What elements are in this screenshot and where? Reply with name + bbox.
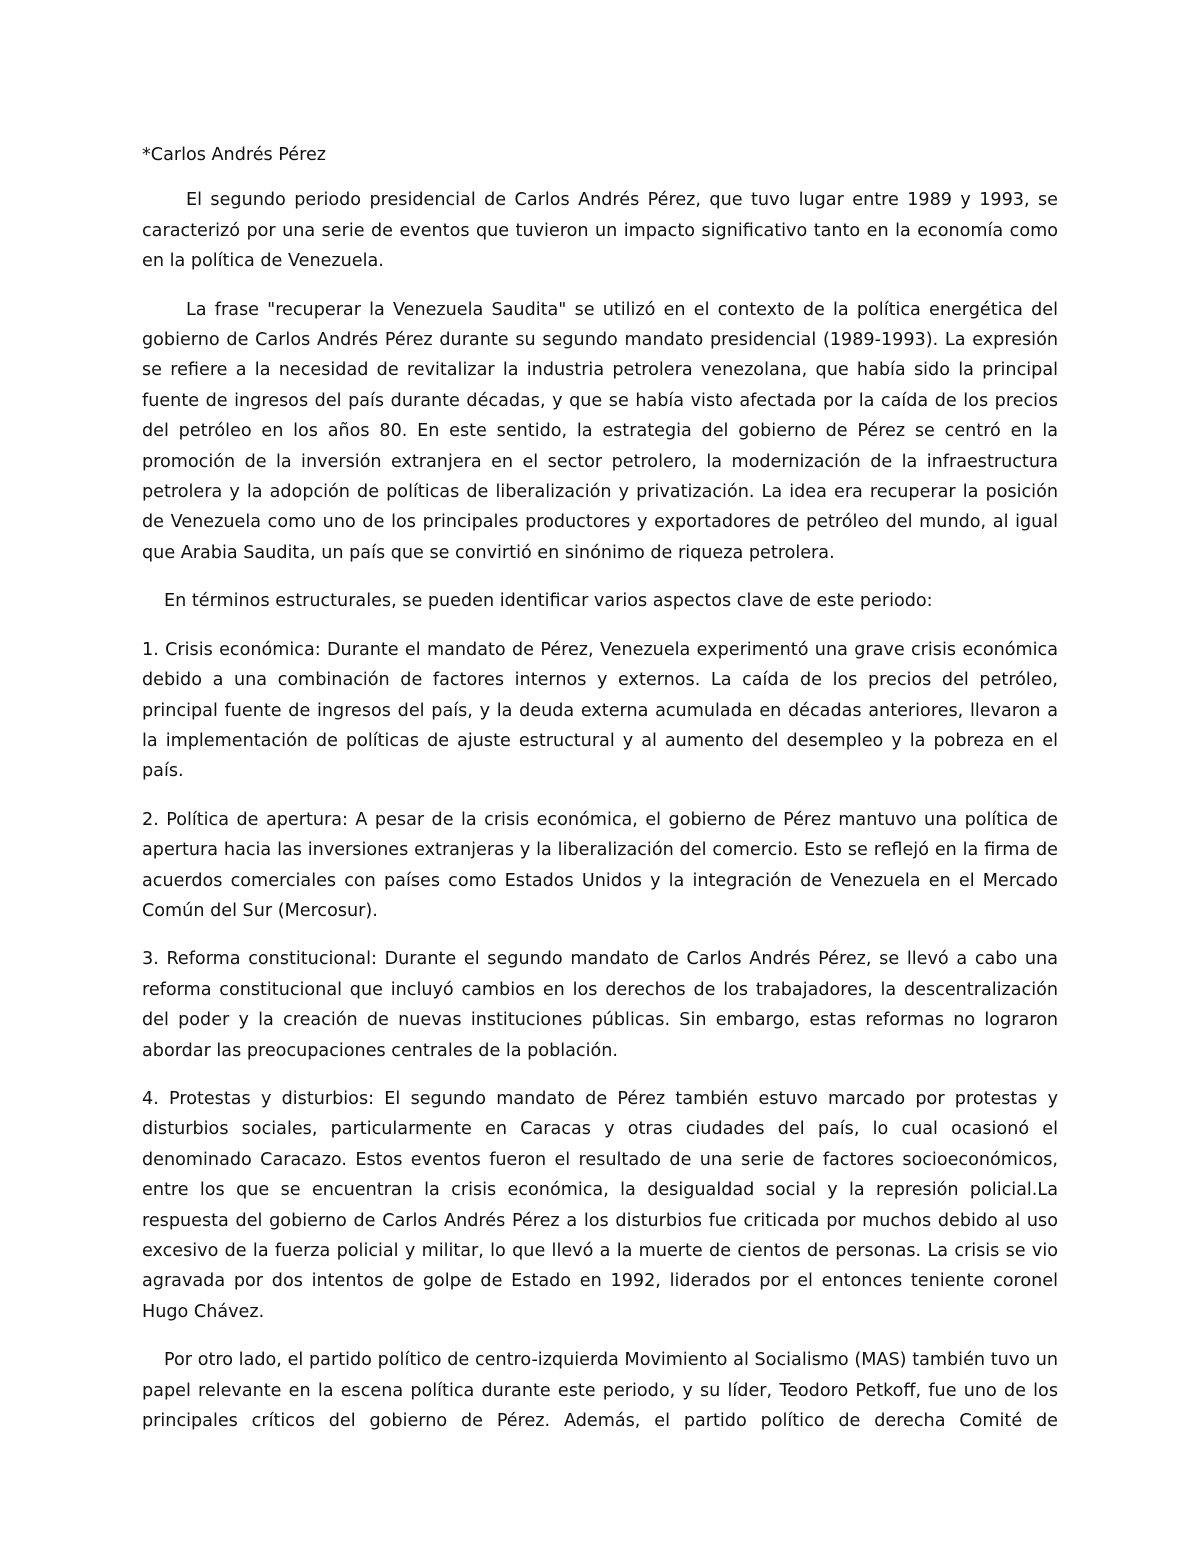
paragraph-aspectos-clave: En términos estructurales, se pueden identificar varios aspectos clave de este periodo: [164, 591, 933, 612]
paragraph-politica-apertura: 2. Política de apertura: A pesar de la crisis económica, el gobierno de Pérez mantuvo una política de apertura hacia las inversiones extranjeras y la liberalización del comercio. Esto se reflejó en la firma de acuerdos comerciales con países como Estados Unidos y la integración de Venezuela en el Mercado Común del Sur (Mercosur). [142, 809, 1058, 921]
paragraph-protestas-disturbios: 4. Protestas y disturbios: El segundo mandato de Pérez también estuvo marcado por protestas y disturbios sociales, particularmente en Caracas y otras ciudades del país, lo cual ocasionó el denominado Caracazo. Estos eventos fueron el resultado de una serie de factores socioeconómicos, entre los que se encuentran la crisis económica, la desigualdad social y la represión policial.La respuesta del gobierno de Carlos Andrés Pérez a los disturbios fue criticada por muchos debido al uso excesivo de la fuerza policial y militar, lo que llevó a la muerte de cientos de personas. La crisis se vio agravada por dos intentos de golpe de Estado en 1992, liderados por el entonces teniente coronel Hugo Chávez. [142, 1088, 1058, 1322]
paragraph-reforma-constitucional: 3. Reforma constitucional: Durante el segundo mandato de Carlos Andrés Pérez, se llevó a cabo una reforma constitucional que incluyó cambios en los derechos de los trabajadores, la descentralización del poder y la creación de nuevas instituciones públicas. Sin embargo, estas reformas no lograron abordar las preocupaciones centrales de la población. [142, 949, 1058, 1061]
document-body [142, 140, 1058, 1454]
paragraph-partido-mas: Por otro lado, el partido político de centro-izquierda Movimiento al Socialismo (MAS) también tuvo un papel relevante en la escena política durante este periodo, y su líder, Teodoro Petkoff, fue uno de los principales críticos del gobierno de Pérez. Además, el partido político de derecha Comité de [142, 1350, 1058, 1432]
document-title: *Carlos Andrés Pérez [142, 145, 327, 165]
paragraph-intro: El segundo periodo presidencial de Carlos Andrés Pérez, que tuvo lugar entre 1989 y 1993, se caracterizó por una serie de eventos que tuvieron un impacto significativo tanto en la economía como en la política de Venezuela. [142, 190, 1058, 272]
paragraph-crisis-economica: 1. Crisis económica: Durante el mandato de Pérez, Venezuela experimentó una grave crisis económica debido a una combinación de factores internos y externos. La caída de los precios del petróleo, principal fuente de ingresos del país, y la deuda externa acumulada en décadas anteriores, llevaron a la implementación de políticas de ajuste estructural y al aumento del desempleo y la pobreza en el país. [142, 639, 1058, 782]
paragraph-venezuela-saudita: La frase "recuperar la Venezuela Saudita" se utilizó en el contexto de la política energética del gobierno de Carlos Andrés Pérez durante su segundo mandato presidencial (1989-1993). La expresión se refiere a la necesidad de revitalizar la industria petrolera venezolana, que había sido la principal fuente de ingresos del país durante décadas, y que se había visto afectada por la caída de los precios del petróleo en los años 80. En este sentido, la estrategia del gobierno de Pérez se centró en la promoción de la inversión extranjera en el sector petrolero, la modernización de la infraestructura petrolera y la adopción de políticas de liberalización y privatización. La idea era recuperar la posición de Venezuela como uno de los principales productores y exportadores de petróleo del mundo, al igual que Arabia Saudita, un país que se convirtió en sinónimo de riqueza petrolera. [142, 299, 1058, 563]
